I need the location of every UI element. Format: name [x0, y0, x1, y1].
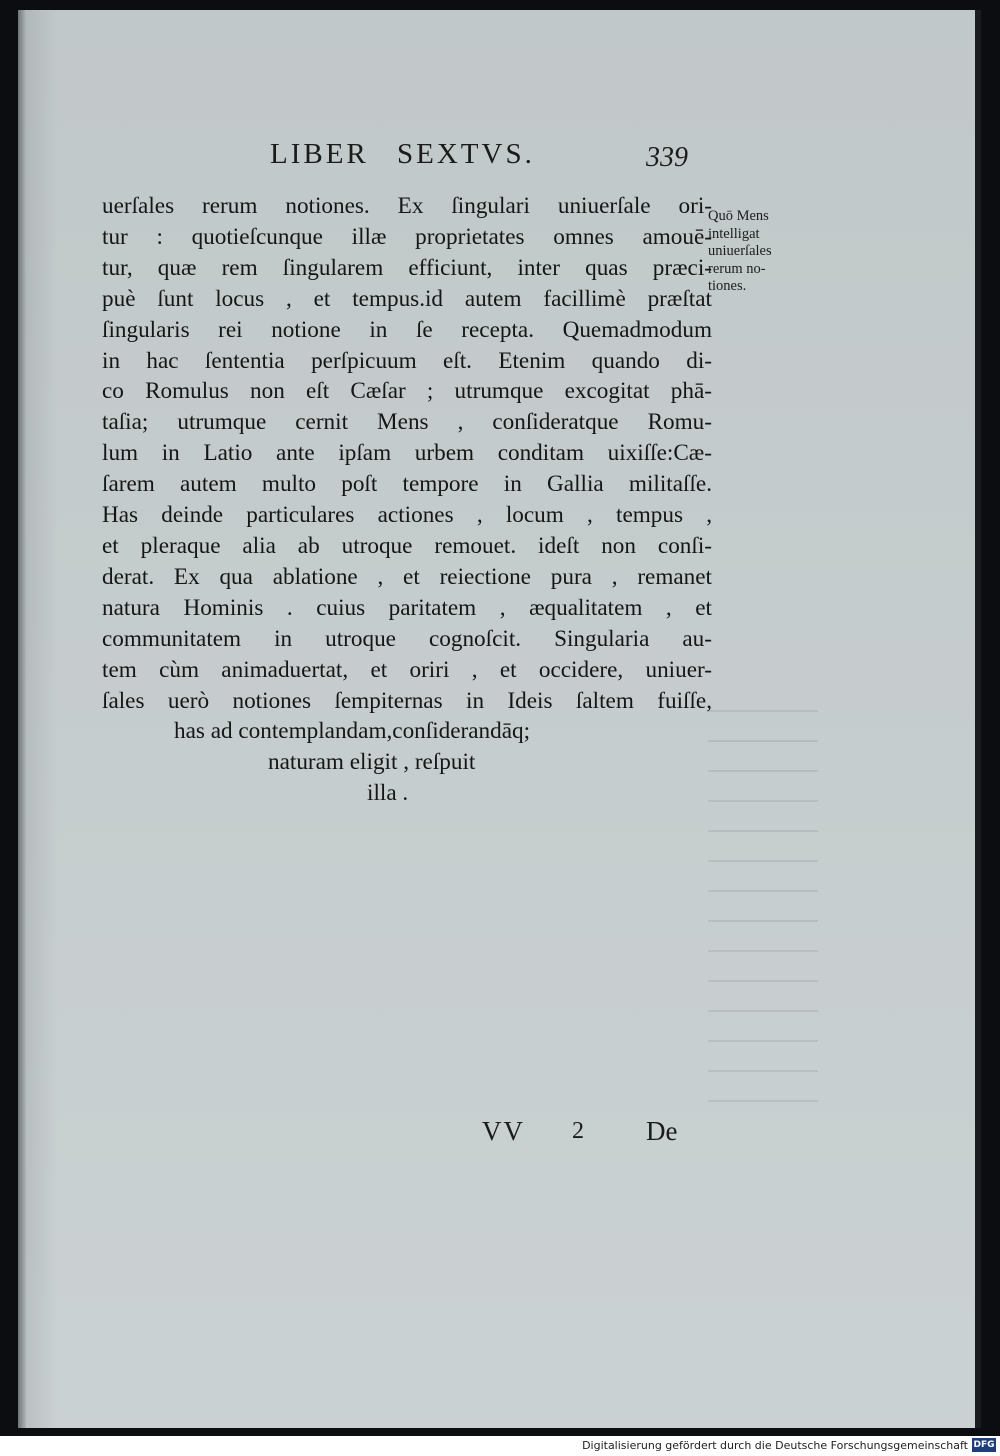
text-line: tem cùm animaduertat, et oriri , et occidere, uniuer- — [102, 656, 712, 683]
marginal-note-line: uniuerſales — [708, 243, 772, 259]
text-line: et pleraque alia ab utroque remouet. ideſt non conſi- — [102, 532, 712, 559]
text-line: ſarem autem multo poſt tempore in Gallia militaſſe. — [102, 471, 712, 498]
marginal-note-line: tiones. — [708, 278, 747, 294]
text-line: tur : quotieſcunque illæ proprietates omnes amouē- — [102, 223, 712, 250]
text-line: ſales uerò notiones ſempiternas in Ideis ſaltem fuiſſe, — [102, 687, 712, 714]
signature-mark: VV — [482, 1116, 525, 1146]
catchword: De — [646, 1116, 678, 1146]
text-line: co Romulus non eſt Cæſar ; utrumque excogitat phā- — [102, 378, 712, 405]
marginal-note-line: intelligat — [708, 225, 760, 242]
text-line: communitatem in utroque cognoſcit. Singularia au- — [102, 625, 712, 652]
signature-number: 2 — [572, 1118, 584, 1144]
text-line-tapered: naturam eligit , reſpuit — [268, 749, 476, 776]
funding-credit: Digitalisierung gefördert durch die Deutsche Forschungsgemeinschaft — [582, 1439, 968, 1452]
signature-line — [482, 1116, 712, 1150]
text-line: uerſales rerum notiones. Ex ſingulari uniuerſale ori- — [102, 193, 712, 219]
text-line: natura Hominis . cuius paritatem , æqualitatem , et — [102, 594, 712, 621]
marginal-note-line: rerum no- — [708, 260, 766, 277]
text-line-tapered: illa . — [367, 780, 409, 807]
page-gutter-edge — [18, 10, 26, 1428]
text-line: tur, quæ rem ſingularem efficiunt, inter quas præci- — [102, 254, 712, 281]
text-line-tapered: has ad contemplandam,conſiderandāq; — [174, 718, 531, 745]
page-number: 339 — [646, 142, 688, 173]
text-line: puè ſunt locus , et tempus.id autem facillimè præſtat — [102, 285, 712, 312]
bleed-through-texture — [708, 710, 818, 1130]
marginal-note-line: Quō Mens — [708, 208, 769, 224]
main-text-block — [102, 191, 712, 809]
running-title: LIBER SEXTVS. — [270, 138, 535, 170]
text-line: lum in Latio ante ipſam urbem conditam uixiſſe:Cæ- — [102, 440, 712, 467]
text-line: in hac ſententia perſpicuum eſt. Etenim quando di- — [102, 347, 712, 374]
running-head — [270, 138, 710, 178]
text-line: derat. Ex qua ablatione , et reiectione pura , remanet — [102, 563, 712, 590]
text-line: taſia; utrumque cernit Mens , conſideratque Romu- — [102, 409, 712, 436]
dfg-logo: DFG — [973, 1440, 995, 1450]
text-line: Has deinde particulares actiones , locum , tempus , — [102, 502, 712, 529]
footer-bar — [0, 1436, 1000, 1456]
marginal-note — [708, 208, 818, 296]
book-page — [18, 10, 981, 1428]
text-line: ſingularis rei notione in ſe recepta. Quemadmodum — [102, 316, 712, 343]
